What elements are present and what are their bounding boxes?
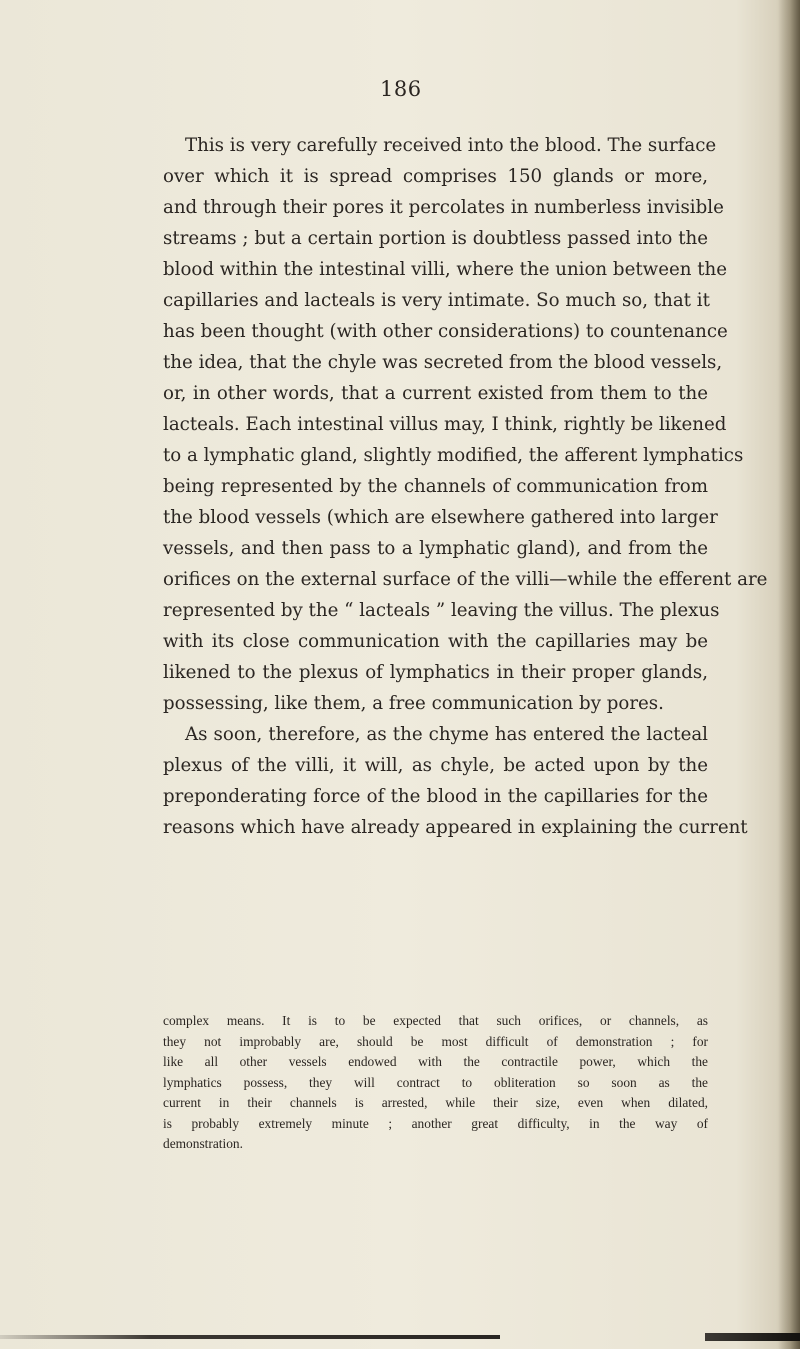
footnote-line: lymphatics possess, they will contract to obliteration so soon as the [163, 1074, 708, 1090]
scan-edge-rule [0, 1335, 500, 1339]
text-line: reasons which have already appeared in explaining the current [163, 817, 748, 838]
text-line: or, in other words, that a current existed from them to the [163, 383, 708, 404]
text-line: orifices on the external surface of the villi—while the efferent are [163, 569, 768, 590]
page-number: 186 [380, 77, 422, 101]
text-line: to a lymphatic gland, slightly modified, the afferent lymphatics [163, 445, 744, 466]
spine-shadow [778, 0, 800, 1349]
text-line: has been thought (with other considerations) to countenance [163, 321, 728, 342]
text-line: the blood vessels (which are elsewhere gathered into larger [163, 507, 718, 528]
scan-edge-mark [705, 1333, 800, 1341]
footnote [163, 1011, 708, 1155]
main-text [163, 130, 768, 843]
text-line: likened to the plexus of lymphatics in their proper glands, [163, 662, 708, 683]
footnote-line: demonstration. [163, 1136, 243, 1151]
text-line: This is very carefully received into the blood. The surface [185, 135, 717, 156]
text-line: preponderating force of the blood in the capillaries for the [163, 786, 708, 807]
footnote-line: current in their channels is arrested, while their size, even when dilated, [163, 1095, 708, 1110]
text-line: As soon, therefore, as the chyme has entered the lacteal [185, 724, 708, 745]
text-line: vessels, and then pass to a lymphatic gland), and from the [163, 538, 708, 559]
text-line: lacteals. Each intestinal villus may, I think, rightly be likened [163, 414, 727, 435]
text-line: streams ; but a certain portion is doubtless passed into the [163, 228, 708, 249]
text-line: possessing, like them, a free communication by pores. [163, 693, 664, 714]
text-line: with its close communication with the capillaries may be [163, 631, 708, 652]
text-line: blood within the intestinal villi, where the union between the [163, 259, 728, 280]
footnote-line: they not improbably are, should be most difficult of demonstration ; for [163, 1033, 708, 1049]
footnote-line: like all other vessels endowed with the contractile power, which the [163, 1054, 708, 1069]
text-line: plexus of the villi, it will, as chyle, be acted upon by the [163, 755, 708, 776]
footnote-line: is probably extremely minute ; another great difficulty, in the way of [163, 1115, 708, 1131]
text-line: over which it is spread comprises 150 glands or more, [163, 166, 708, 187]
footnote-line: complex means. It is to be expected that such orifices, or channels, as [163, 1013, 708, 1028]
text-line: capillaries and lacteals is very intimate. So much so, that it [163, 290, 710, 311]
text-line: being represented by the channels of communication from [163, 476, 708, 497]
text-line: and through their pores it percolates in numberless invisible [163, 197, 724, 218]
text-line: the idea, that the chyle was secreted from the blood vessels, [163, 352, 723, 373]
text-line: represented by the “ lacteals ” leaving the villus. The plexus [163, 600, 720, 621]
